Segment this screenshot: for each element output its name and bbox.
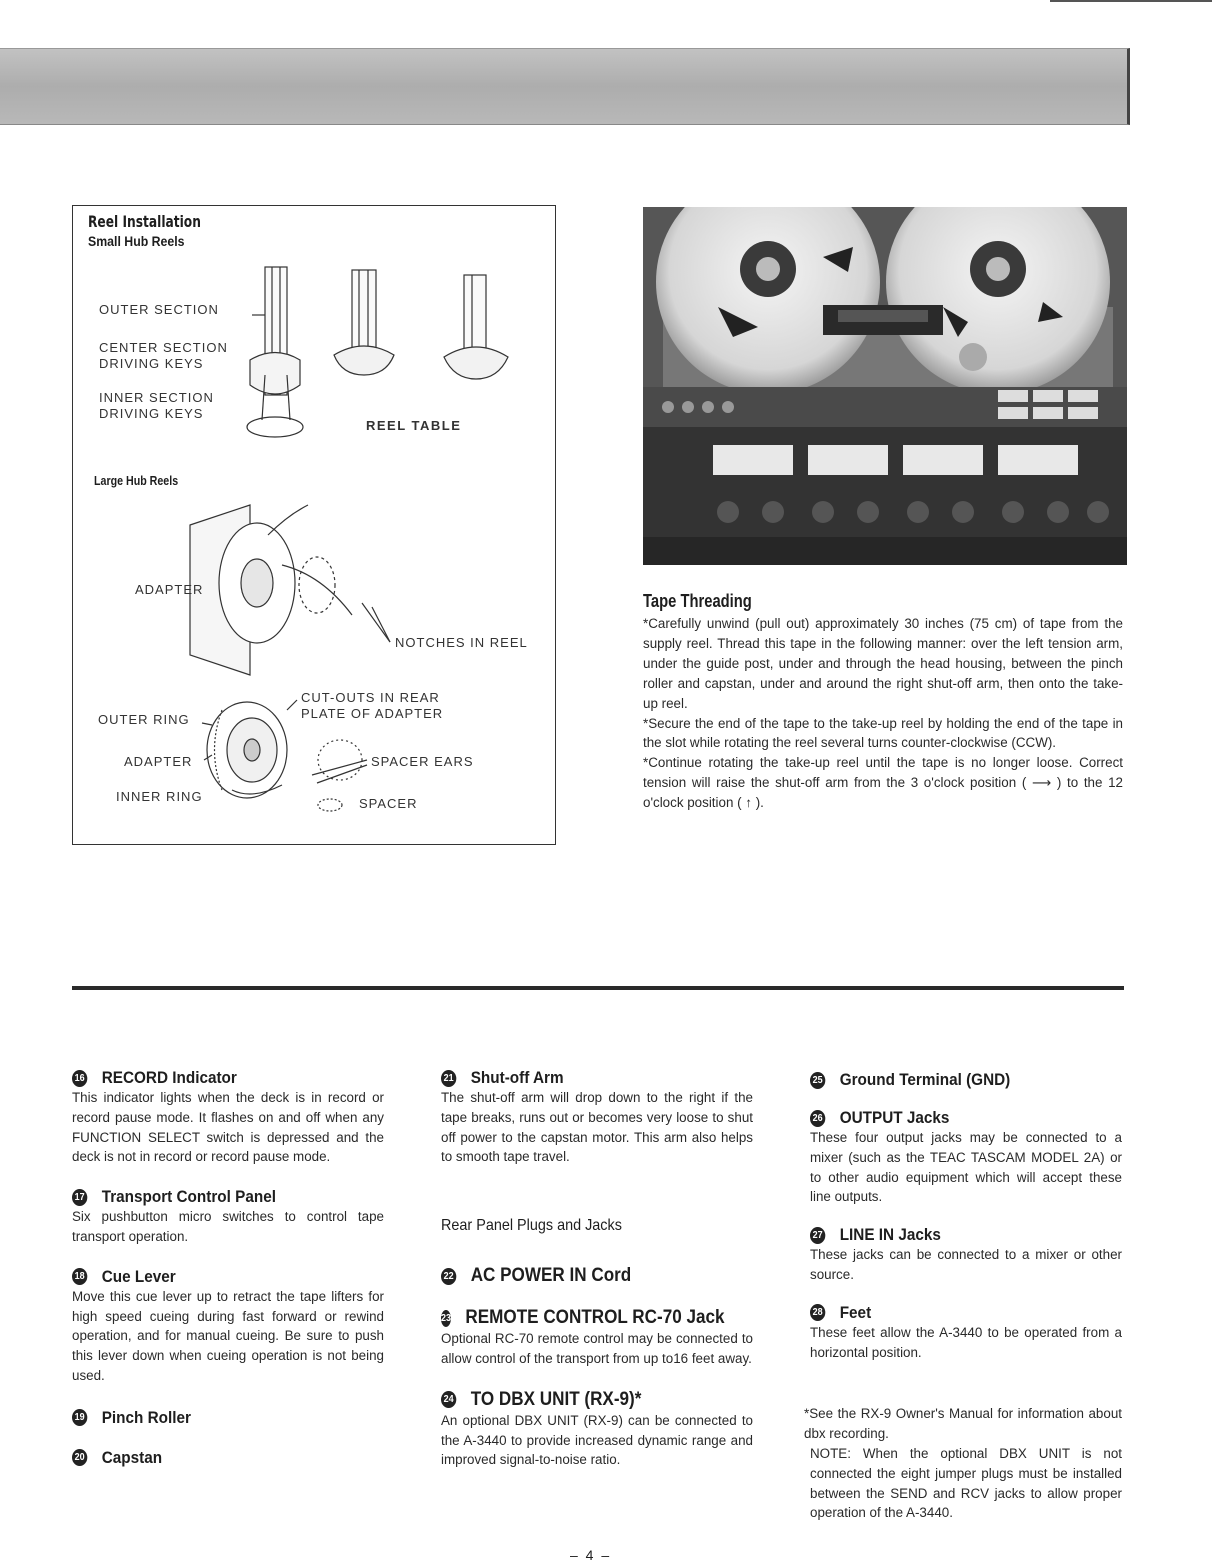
item-title: Shut-off Arm: [470, 1068, 564, 1087]
item-text: Move this cue lever up to retract the tape lifters for high speed cueing during fast forward or rewind operation, and for manual cueing. Be sure to push this lever down when cueing operation is not being used.: [72, 1288, 384, 1383]
item-ac-power-cord: [441, 1265, 753, 1287]
figure-subtitle-large-hub: Large Hub Reels: [94, 473, 179, 488]
number-badge: 20: [72, 1449, 87, 1466]
tape-threading-step-2: *Secure the end of the tape to the take-up reel by holding the end of the tape in the slot while rotating the reel several turns counter-clockwise (CCW).: [643, 715, 1123, 751]
item-text: These jacks can be connected to a mixer or other source.: [810, 1247, 1122, 1282]
top-rule: [1050, 0, 1212, 2]
item-title: Transport Control Panel: [101, 1187, 276, 1207]
item-record-indicator: [72, 1068, 384, 1167]
item-feet: [810, 1303, 1122, 1363]
item-transport-control-panel: [72, 1187, 384, 1247]
item-remote-control-jack: [441, 1307, 753, 1369]
item-text: The shut-off arm will drop down to the right if the tape breaks, runs out or becomes very loose to shut off power to the capstan motor. This arm also helps to smooth tape travel.: [441, 1090, 753, 1165]
item-text: An optional DBX UNIT (RX-9) can be connected to the A-3440 to provide increased dynamic range and improved signal-to-noise ratio.: [441, 1412, 753, 1468]
label-spacer-ears: SPACER EARS: [371, 754, 474, 769]
item-title: REMOTE CONTROL RC-70 Jack: [465, 1307, 725, 1329]
item-output-jacks: [810, 1108, 1122, 1207]
label-outer-section: OUTER SECTION: [99, 302, 219, 317]
item-cue-lever: [72, 1267, 384, 1386]
item-title: AC POWER IN Cord: [470, 1265, 632, 1287]
label-inner-driving-keys: DRIVING KEYS: [99, 406, 204, 421]
reel-installation-illustration: [72, 205, 556, 845]
item-title: OUTPUT Jacks: [839, 1108, 950, 1127]
label-spacer: SPACER: [359, 796, 418, 811]
number-badge: 21: [441, 1070, 456, 1087]
number-badge: 26: [810, 1110, 825, 1127]
number-badge: 22: [441, 1268, 456, 1285]
number-badge: 23: [441, 1310, 451, 1327]
number-badge: 17: [72, 1189, 87, 1206]
figure-title: Reel Installation: [88, 212, 201, 231]
rear-panel-heading: Rear Panel Plugs and Jacks: [441, 1217, 622, 1235]
item-title: LINE IN Jacks: [839, 1225, 941, 1245]
tape-threading-step-3: *Continue rotating the take-up reel until the tape is no longer loose. Correct tension will raise the shut-off arm from the 3 o'clock position ( ⟶ ) to the 12 o'clock position ( ↑ ).: [643, 755, 1123, 811]
tape-threading-heading: Tape Threading: [643, 591, 752, 611]
column-1: [72, 1068, 384, 1468]
label-center-section: CENTER SECTION: [99, 340, 228, 355]
item-title: Capstan: [101, 1447, 163, 1467]
label-notches-in-reel: NOTCHES IN REEL: [395, 635, 528, 650]
number-badge: 19: [72, 1409, 87, 1426]
number-badge: 28: [810, 1304, 825, 1321]
column-2: [441, 1068, 753, 1470]
tape-threading-text: [643, 614, 1123, 813]
item-line-in-jacks: [810, 1225, 1122, 1285]
dbx-footnote: *See the RX-9 Owner's Manual for information about dbx recording.: [804, 1406, 1122, 1442]
number-badge: 16: [72, 1070, 87, 1087]
figure-subtitle-small-hub: Small Hub Reels: [88, 233, 185, 249]
section-divider: [72, 986, 1124, 990]
label-outer-ring: OUTER RING: [98, 712, 190, 727]
item-text: Six pushbutton micro switches to control tape transport operation.: [72, 1209, 384, 1244]
item-title: Cue Lever: [101, 1266, 176, 1286]
item-ground-terminal: [810, 1070, 1122, 1090]
tape-deck-photo: [643, 207, 1127, 565]
header-banner: [0, 48, 1130, 125]
item-pinch-roller: [72, 1408, 384, 1428]
item-text: These four output jacks may be connected to a mixer (such as the TEAC TASCAM MODEL 2A) or to other audio equipment which will accept these line outputs.: [810, 1130, 1122, 1205]
label-cutouts-plate: PLATE OF ADAPTER: [301, 706, 444, 721]
number-badge: 18: [72, 1268, 87, 1285]
label-inner-section: INNER SECTION: [99, 390, 214, 405]
number-badge: 25: [810, 1072, 825, 1089]
item-title: Feet: [839, 1302, 872, 1322]
item-title: Ground Terminal (GND): [839, 1070, 1011, 1089]
label-reel-table: REEL TABLE: [366, 418, 462, 433]
page-number: – 4 –: [570, 1547, 612, 1563]
item-shutoff-arm: [441, 1068, 753, 1167]
jumper-note: NOTE: When the optional DBX UNIT is not connected the eight jumper plugs must be installed between the SEND and RCV jacks to allow proper operation of the A-3440.: [810, 1445, 1122, 1521]
label-adapter: ADAPTER: [135, 582, 204, 597]
item-text: This indicator lights when the deck is in record or record pause mode. It flashes on and off when any FUNCTION SELECT switch is depressed and the deck is not in record or record pause mode.: [72, 1090, 384, 1165]
number-badge: 27: [810, 1227, 825, 1244]
label-adapter-2: ADAPTER: [124, 754, 193, 769]
item-text: Optional RC-70 remote control may be connected to allow control of the transport from up to16 feet away.: [441, 1331, 753, 1366]
number-badge: 24: [441, 1391, 456, 1408]
item-text: These feet allow the A-3440 to be operated from a horizontal position.: [810, 1324, 1122, 1360]
item-capstan: [72, 1448, 384, 1468]
item-title: Pinch Roller: [101, 1407, 191, 1427]
label-center-driving-keys: DRIVING KEYS: [99, 356, 204, 371]
label-inner-ring: INNER RING: [116, 789, 203, 804]
tape-threading-step-1: *Carefully unwind (pull out) approximately 30 inches (75 cm) of tape from the supply reel. Thread this tape in the following manner: over the left tension arm, under the guide post, under and through the head housing, between the pinch roller and capstan, under and around the right shut-off arm, then onto the take-up reel.: [643, 616, 1123, 711]
item-title: TO DBX UNIT (RX-9)*: [470, 1388, 642, 1410]
column-3: [804, 1070, 1122, 1523]
label-cutouts: CUT-OUTS IN REAR: [301, 690, 440, 705]
item-title: RECORD Indicator: [101, 1068, 237, 1087]
item-dbx-unit: [441, 1389, 753, 1470]
